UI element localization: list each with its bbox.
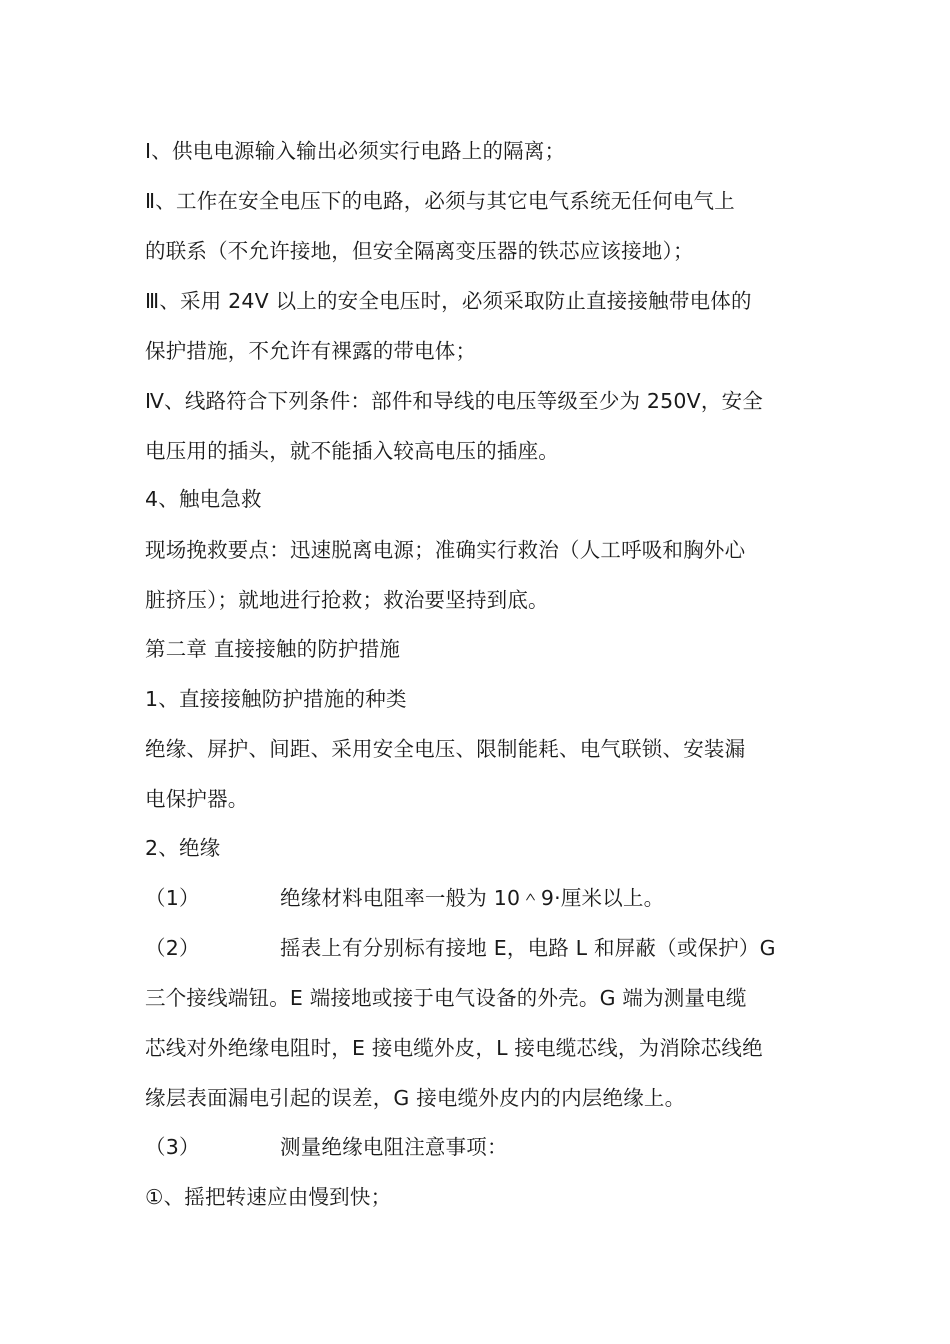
section-heading: 2、绝缘 — [145, 836, 221, 860]
item-number: （2） — [145, 936, 200, 960]
text-line: Ⅲ、采用 24V 以上的安全电压时，必须采取防止直接接触带电体的 — [145, 289, 752, 313]
text-line: 电保护器。 — [145, 787, 249, 811]
section-heading: 1、直接接触防护措施的种类 — [145, 687, 407, 711]
text-line: 保护措施，不允许有裸露的带电体； — [145, 339, 477, 363]
text-line: 脏挤压）；就地进行抢救；救治要坚持到底。 — [145, 588, 549, 612]
item-number: （3） — [145, 1135, 200, 1159]
numbered-item — [145, 933, 815, 963]
item-text: 绝缘材料电阻率一般为 10＾9·厘米以上。 — [280, 886, 665, 910]
section-heading: 4、触电急救 — [145, 487, 262, 511]
text-line: 绝缘、屏护、间距、采用安全电压、限制能耗、电气联锁、安装漏 — [145, 737, 746, 761]
numbered-item — [145, 883, 815, 913]
text-line: 三个接线端钮。E 端接地或接于电气设备的外壳。G 端为测量电缆 — [145, 986, 747, 1010]
item-number: （1） — [145, 886, 200, 910]
numbered-item — [145, 1132, 815, 1162]
item-text: 摇表上有分别标有接地 E，电路 L 和屏蔽（或保护）G — [280, 936, 776, 960]
text-line: 现场挽救要点：迅速脱离电源；准确实行救治（人工呼吸和胸外心 — [145, 538, 746, 562]
text-line: 的联系（不允许接地，但安全隔离变压器的铁芯应该接地）； — [145, 239, 694, 263]
text-line: 电压用的插头，就不能插入较高电压的插座。 — [145, 439, 559, 463]
item-text: 测量绝缘电阻注意事项： — [280, 1135, 508, 1159]
text-line: Ⅰ、供电电源输入输出必须实行电路上的隔离； — [145, 139, 566, 163]
text-line: ①、摇把转速应由慢到快； — [145, 1185, 392, 1209]
text-line: 缘层表面漏电引起的误差，G 接电缆外皮内的内层绝缘上。 — [145, 1086, 686, 1110]
text-line: Ⅱ、工作在安全电压下的电路，必须与其它电气系统无任何电气上 — [145, 189, 735, 213]
text-line: 芯线对外绝缘电阻时，E 接电缆外皮，L 接电缆芯线，为消除芯线绝 — [145, 1036, 763, 1060]
text-line: Ⅳ、线路符合下列条件：部件和导线的电压等级至少为 250V，安全 — [145, 389, 763, 413]
chapter-heading: 第二章 直接接触的防护措施 — [145, 637, 401, 661]
